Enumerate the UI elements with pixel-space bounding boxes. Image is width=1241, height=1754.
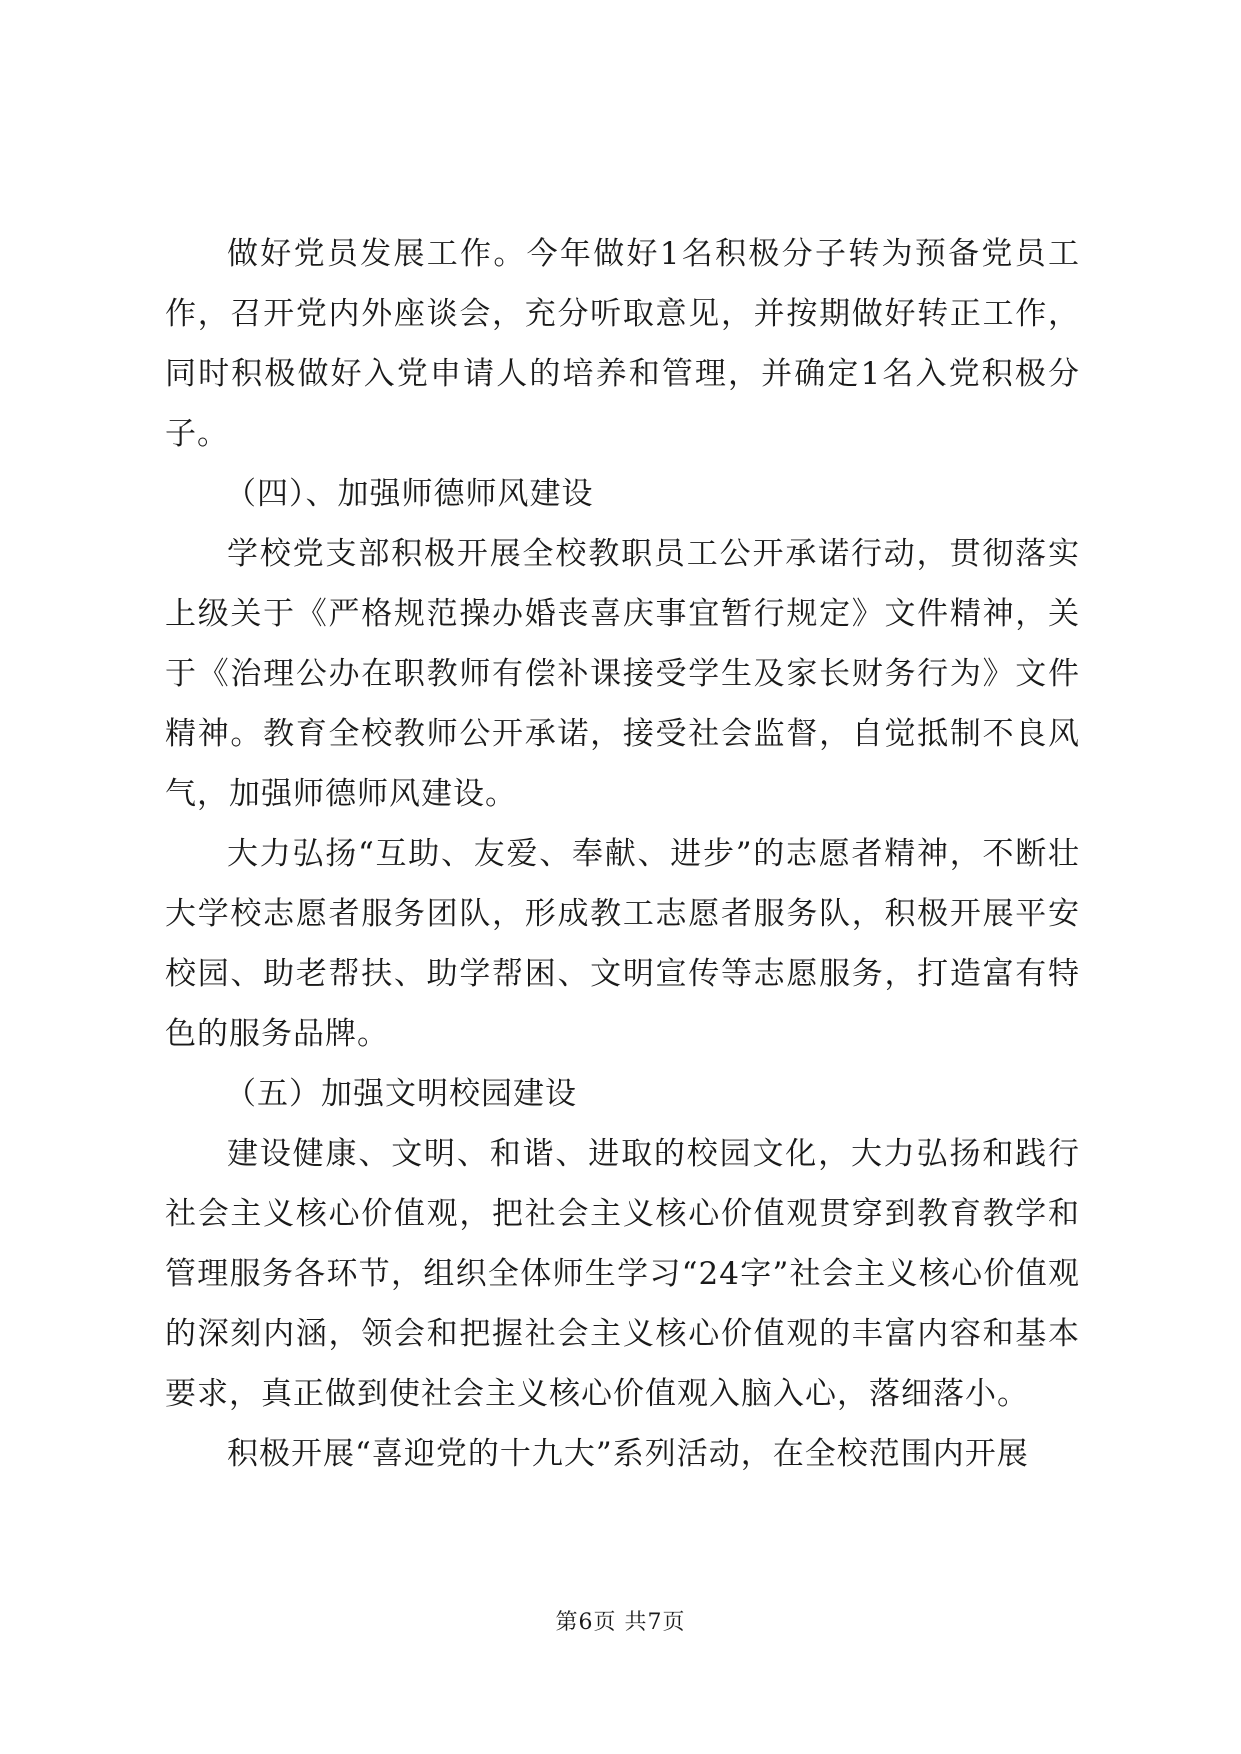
section-heading-civilized-campus: （五）加强文明校园建设 <box>225 1076 577 1112</box>
section-heading-teacher-ethics: （四）、加强师德师风建设 <box>225 476 594 512</box>
paragraph-core-values: 建设健康、文明、和谐、进取的校园文化，大力弘扬和践行社会主义核心价值观，把社会主义核心价值观贯穿到教育教学和管理服务各环节，组织全体师生学习“24字”社会主义核心价值观的深刻内涵，领会和把握社会主义核心价值观的丰富内容和基本要求，真正做到使社会主义核心价值观入脑入心，落细落小。 <box>165 1136 1080 1412</box>
paragraph-party-member-development: 做好党员发展工作。今年做好1名积极分子转为预备党员工作，召开党内外座谈会，充分听取意见，并按期做好转正工作，同时积极做好入党申请人的培养和管理，并确定1名入党积极分子。 <box>165 236 1080 452</box>
paragraph-volunteer-spirit: 大力弘扬“互助、友爱、奉献、进步”的志愿者精神，不断壮大学校志愿者服务团队，形成教工志愿者服务队，积极开展平安校园、助老帮扶、助学帮困、文明宣传等志愿服务，打造富有特色的服务品牌。 <box>165 836 1080 1052</box>
page-number-footer: 第6页 共7页 <box>555 1610 686 1635</box>
paragraph-public-commitment: 学校党支部积极开展全校教职员工公开承诺行动，贯彻落实上级关于《严格规范操办婚丧喜庆事宜暂行规定》文件精神，关于《治理公办在职教师有偿补课接受学生及家长财务行为》文件精神。教育全校教师公开承诺，接受社会监督，自觉抵制不良风气，加强师德师风建设。 <box>165 536 1080 812</box>
paragraph-nineteenth-congress-activities: 积极开展“喜迎党的十九大”系列活动，在全校范围内开展 <box>227 1436 1029 1472</box>
document-body <box>165 224 1080 1484</box>
